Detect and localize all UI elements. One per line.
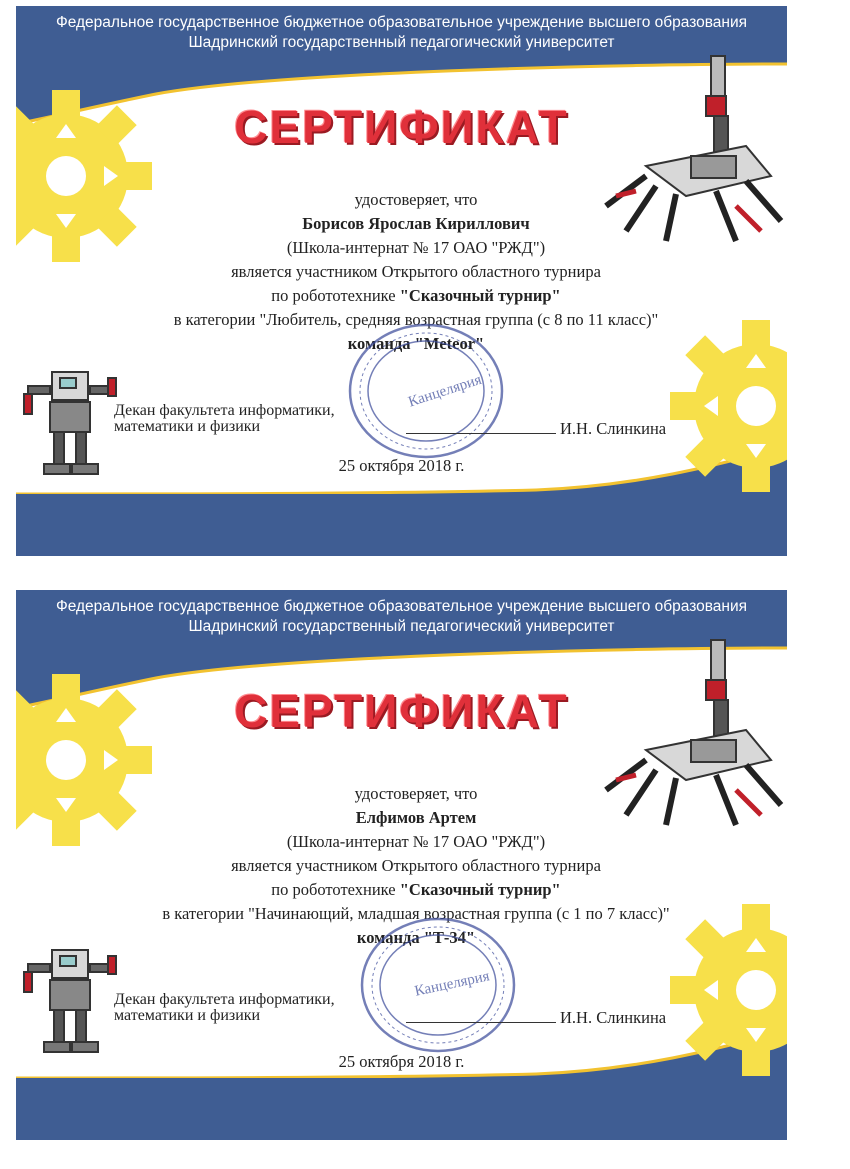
signature-line	[406, 433, 556, 434]
person-name: Елфимов Артем	[355, 808, 477, 827]
stamp-text: Канцелярия	[413, 968, 491, 1000]
certificate-title: СЕРТИФИКАТ	[234, 685, 569, 737]
signer-title-line-2: математики и физики	[114, 1007, 261, 1024]
certificate-date: 25 октября 2018 г.	[338, 456, 465, 475]
team-name: команда "Т-34"	[356, 928, 476, 947]
signer-name: И.Н. Слинкина	[560, 1008, 667, 1027]
certifies-text: удостоверяет, что	[354, 190, 478, 209]
signature-block	[114, 991, 714, 1027]
tournament-name: "Сказочный турнир"	[399, 286, 561, 305]
stamp-seal	[358, 915, 518, 1055]
tournament-line	[76, 878, 756, 902]
certifies-text: удостоверяет, что	[354, 784, 478, 803]
header-line-2: Шадринский государственный педагогический университет	[188, 618, 615, 635]
tournament-prefix: по робототехнике	[271, 286, 400, 305]
stamp-seal	[346, 321, 506, 461]
person-name: Борисов Ярослав Кириллович	[302, 214, 530, 233]
signature-block	[114, 402, 714, 438]
category-text: в категории "Начинающий, младшая возрастная группа (с 1 по 7 класс)"	[162, 904, 670, 923]
footer-band	[16, 494, 787, 556]
signer-title-line-1: Декан факультета информатики,	[114, 402, 335, 419]
signer-name: И.Н. Слинкина	[560, 419, 667, 438]
signature-line	[406, 1022, 556, 1023]
certificate-2	[16, 590, 787, 1140]
footer-band	[16, 1078, 787, 1140]
header-line-1: Федеральное государственное бюджетное образовательное учреждение высшего образования	[55, 14, 748, 31]
header-line-2: Шадринский государственный педагогический университет	[188, 34, 615, 51]
category-text: в категории "Любитель, средняя возрастная группа (с 8 по 11 класс)"	[173, 310, 659, 329]
tournament-name: "Сказочный турнир"	[399, 880, 561, 899]
participant-text: является участником Открытого областного турнира	[231, 262, 601, 281]
school-text: (Школа-интернат № 17 ОАО "РЖД")	[286, 238, 546, 257]
header-line-1: Федеральное государственное бюджетное образовательное учреждение высшего образования	[55, 598, 748, 615]
tournament-line	[76, 284, 756, 308]
certificate-date: 25 октября 2018 г.	[338, 1052, 465, 1071]
participant-text: является участником Открытого областного турнира	[231, 856, 601, 875]
team-name: команда "Meteor"	[347, 334, 485, 353]
school-text: (Школа-интернат № 17 ОАО "РЖД")	[286, 832, 546, 851]
tournament-prefix: по робототехнике	[271, 880, 400, 899]
signer-title-line-1: Декан факультета информатики,	[114, 991, 335, 1008]
signer-title-line-2: математики и физики	[114, 418, 261, 435]
certificate-1	[16, 6, 787, 556]
certificate-title: СЕРТИФИКАТ	[234, 101, 569, 153]
stamp-text: Канцелярия	[406, 371, 484, 411]
